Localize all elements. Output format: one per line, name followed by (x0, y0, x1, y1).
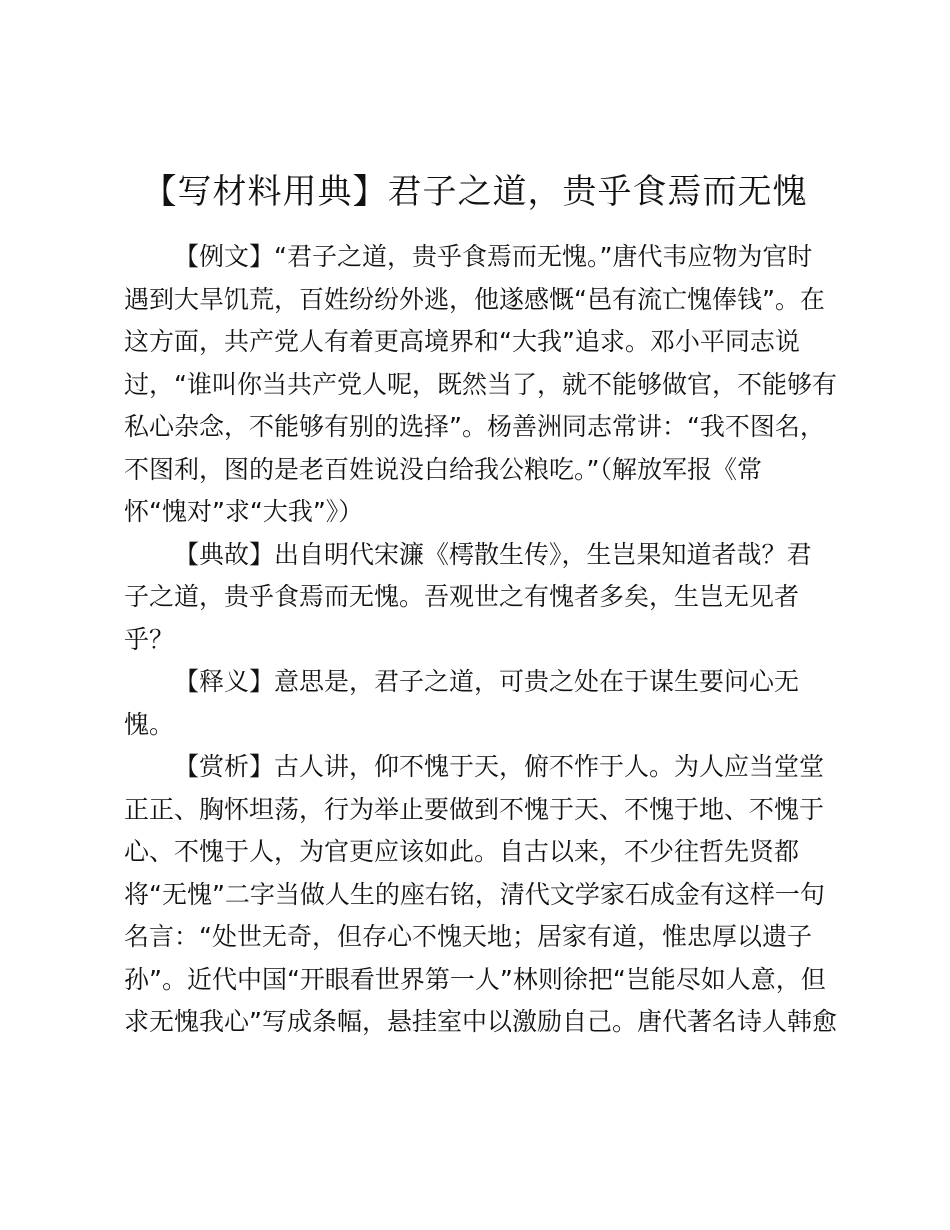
text-line: 【释义】意思是，君子之道，可贵之处在于谋生要问心无 (174, 667, 800, 696)
text-line: 【赏析】古人讲，仰不愧于天，俯不怍于人。为人应当堂堂 (174, 752, 825, 781)
text-line: 正正、胸怀坦荡，行为举止要做到不愧于天、不愧于地、不愧于 (124, 794, 825, 824)
text-line: 子之道，贵乎食焉而无愧。吾观世之有愧者多矣，生岂无见者 (124, 582, 800, 611)
paragraph-analysis (124, 746, 844, 1044)
document-body (124, 236, 844, 1044)
text-line: 愧。 (124, 709, 175, 739)
text-line: 乎？ (124, 624, 175, 654)
text-line: 这方面，共产党人有着更高境界和“大我”追求。邓小平同志说 (124, 327, 800, 356)
text-line: 名言：“处世无奇，但存心不愧天地；居家有道，惟忠厚以遗子 (124, 922, 812, 951)
text-line: 私心杂念，不能够有别的选择”。杨善洲同志常讲：“我不图名， (124, 412, 825, 441)
paragraph-allusion (124, 534, 844, 662)
text-line: 孙”。近代中国“开眼看世界第一人”林则徐把“岂能尽如人意，但 (124, 964, 826, 994)
text-line: 心、不愧于人，为官更应该如此。自古以来，不少往哲先贤都 (124, 837, 800, 866)
paragraph-example (124, 236, 844, 534)
text-line: 求无愧我心”写成条幅，悬挂室中以激励自己。唐代著名诗人韩愈 (124, 1007, 837, 1036)
text-line: 【典故】出自明代宋濂《樗散生传》，生岂果知道者哉？君 (174, 539, 812, 569)
text-line: 【例文】“君子之道，贵乎食焉而无愧。”唐代韦应物为官时 (174, 242, 813, 271)
paragraph-meaning (124, 661, 844, 746)
text-line: 不图利，图的是老百姓说没白给我公粮吃。”（解放军报《常 (124, 454, 762, 484)
text-line: 过，“谁叫你当共产党人呢，既然当了，就不能够做官，不能够有 (124, 369, 837, 399)
text-line: 将“无愧”二字当做人生的座右铭，清代文学家石成金有这样一句 (124, 879, 825, 909)
document-title: 【写材料用典】君子之道，贵乎食焉而无愧 (142, 172, 808, 212)
text-line: 怀“愧对”求“大我”》） (124, 497, 364, 526)
text-line: 遇到大旱饥荒，百姓纷纷外逃，他遂感慨“邑有流亡愧俸钱”。在 (124, 284, 825, 314)
